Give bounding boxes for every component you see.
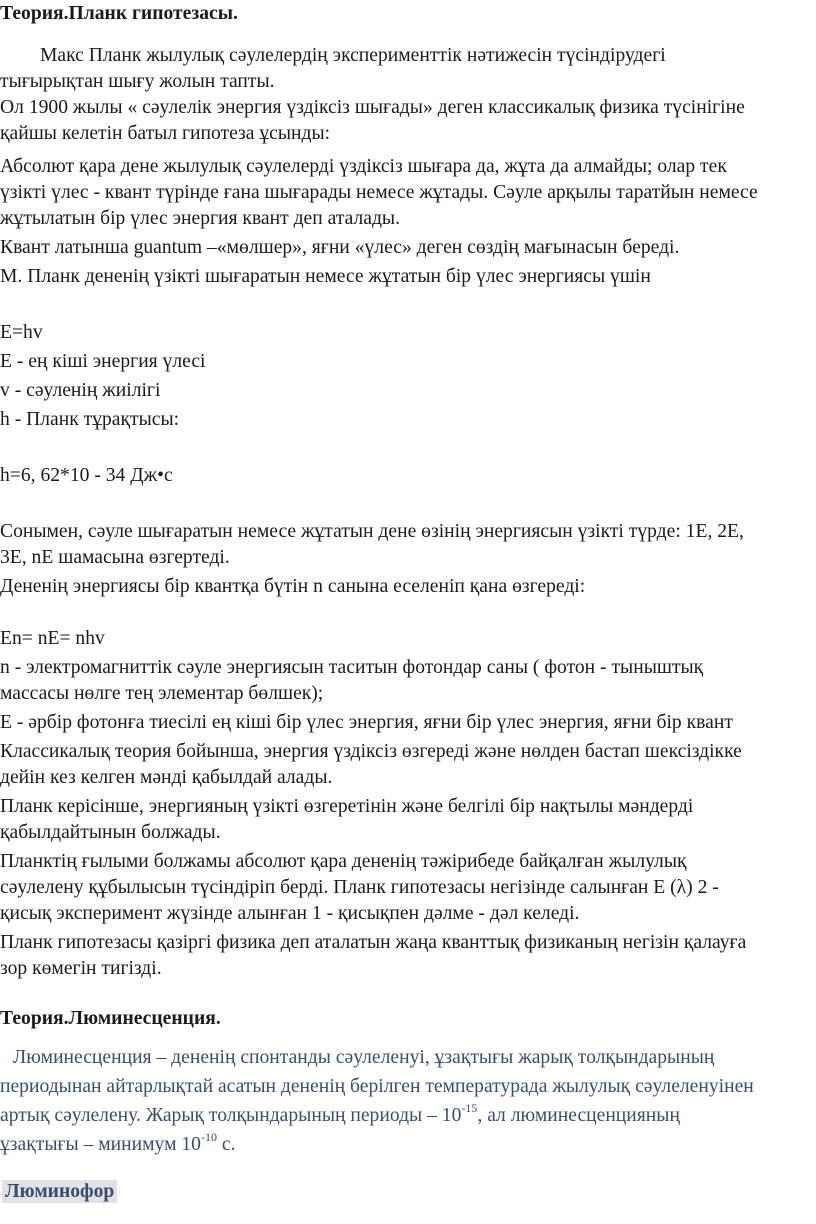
definition-n: n - электромагниттік сәуле энергиясын таситын фотондар саны ( фотон - тыныштық [0, 657, 704, 678]
paragraph-line: зор көмегін тигізді. [0, 958, 162, 979]
paragraph-line: Планктің ғылыми болжамы абсолют қара дененің тәжірибеде байқалған жылулық [0, 851, 687, 872]
paragraph-line: Ол 1900 жылы « сәулелік энергия үздіксіз шығады» деген классикалық физика түсінігіне [0, 97, 745, 118]
paragraph-line: дейін кез келген мәнді қабылдай алады. [0, 767, 333, 788]
paragraph-line: қисық эксперимент жүзінде алынған 1 - қисықпен дәлме - дәл келеді. [0, 903, 580, 924]
paragraph-line: қайшы келетін батыл гипотеза ұсынды: [0, 123, 331, 144]
luminescence-line: Люминесценция – дененің спонтанды сәулеленуі, ұзақтығы жарық толқындарының [13, 1047, 715, 1068]
luminescence-line: периодынан айтарлықтай асатын дененің берілген температурада жылулық сәулеленуінен [0, 1076, 754, 1097]
planck-constant-value: h=6, 62*10 - 34 Дж•с [0, 465, 173, 486]
definition-e-photon: E - әрбір фотонға тиесілі ең кіші бір үлес энергия, яғни бір үлес энергия, яғни бір квант [0, 712, 733, 733]
luminescence-text: артық сәулелену. Жарық толқындарының периоды – 10 [0, 1105, 462, 1126]
definition-v: v - сәуленің жиілігі [0, 380, 161, 401]
luminescence-text: ұзақтығы – минимум 10 [0, 1134, 201, 1155]
formula-e-hv: E=hv [0, 322, 43, 343]
paragraph-line: Дененің энергиясы бір квантқа бүтін n санына еселеніп қана өзгереді: [0, 576, 586, 597]
luminescence-text: , ал люминесценцияның [477, 1105, 680, 1126]
luminescence-line [0, 1130, 816, 1157]
paragraph-line: Сонымен, сәуле шығаратын немесе жұтатын дене өзінің энергиясын үзікті түрде: 1E, 2E, [0, 521, 744, 542]
paragraph-line: Макс Планк жылулық сәулелердің эксперименттік нәтижесін түсіндірудегі [40, 45, 666, 66]
definition-n: массасы нөлге тең элементар бөлшек); [0, 683, 324, 704]
paragraph-line: тығырықтан шығу жолын тапты. [0, 71, 275, 92]
paragraph-line: сәулелену құбылысын түсіндіріп берді. Планк гипотезасы негізінде салынған E (λ) 2 - [0, 877, 719, 898]
paragraph-line: Планк керісінше, энергияның үзікті өзгеретінін және белгілі бір нақтылы мәндерді [0, 796, 694, 817]
luminophore-heading [2, 1180, 117, 1204]
definition-h: h - Планк тұрақтысы: [0, 409, 180, 430]
formula-en: En= nE= nhv [0, 628, 105, 649]
paragraph-line: Абсолют қара дене жылулық сәулелерді үздіксіз шығара да, жұта да алмайды; олар тек [0, 156, 727, 177]
definition-e: E - ең кіші энергия үлесі [0, 351, 206, 372]
exponent: -10 [200, 1130, 217, 1144]
paragraph-line: жұтылатын бір үлес энергия квант деп аталады. [0, 208, 400, 229]
paragraph-line: М. Планк дененің үзікті шығаратын немесе жұтатын бір үлес энергиясы үшін [0, 266, 651, 287]
planck-title: Теория.Планк гипотезасы. [0, 3, 238, 24]
exponent: -15 [461, 1101, 478, 1115]
luminescence-text: с. [216, 1134, 236, 1155]
paragraph-line: Планк гипотезасы қазіргі физика деп аталатын жаңа кванттық физиканың негізін қалауға [0, 932, 747, 953]
paragraph-line: Классикалық теория бойынша, энергия үздіксіз өзгереді және нөлден бастап шексіздікке [0, 741, 742, 762]
paragraph-line: 3E, nE шамасына өзгертеді. [0, 547, 230, 568]
luminescence-title: Теория.Люминесценция. [0, 1008, 221, 1029]
luminophore-heading-text: Люминофор [2, 1180, 117, 1203]
paragraph-line: қабылдайтынын болжады. [0, 822, 221, 843]
paragraph-line: үзікті үлес - квант түрінде ғана шығарады немесе жұтады. Сәуле арқылы таратйын немесе [0, 182, 758, 203]
paragraph-line: Квант латынша guantum –«мөлшер», яғни «үлес» деген сөздің мағынасын береді. [0, 237, 680, 258]
luminescence-line [0, 1101, 816, 1128]
